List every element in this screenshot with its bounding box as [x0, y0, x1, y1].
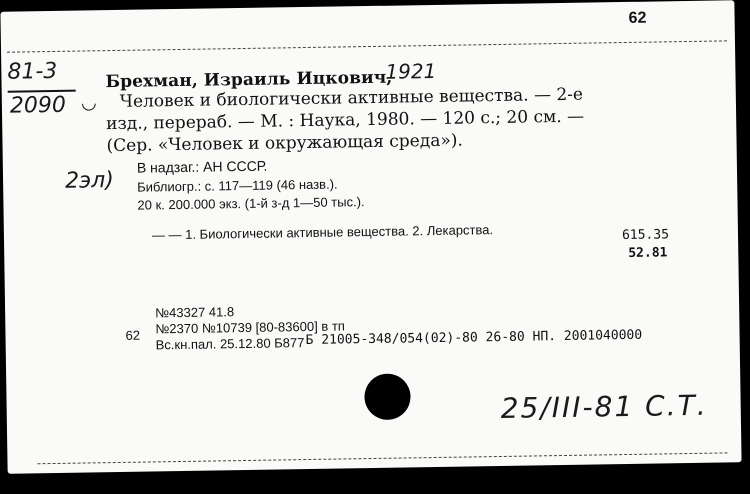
- call-mark-bottom: 2090: [9, 92, 67, 119]
- subject-headings: — — 1. Биологически активные вещества. 2. Лекарства.: [151, 222, 494, 243]
- side-handwritten-mark: 2эл): [64, 168, 114, 194]
- handwritten-date: 25/III-81 С.Т.: [500, 388, 708, 425]
- author-year-handwritten: 1921: [385, 58, 437, 84]
- note-line: 20 к. 200.000 экз. (1-й з-д 1—50 тыс.).: [137, 194, 365, 213]
- card-number: 62: [628, 9, 647, 27]
- handwritten-tick: ◡: [81, 92, 96, 114]
- accession-prefix: 62: [125, 327, 141, 343]
- title-line-3: (Сер. «Человек и окружающая среда»).: [106, 130, 463, 157]
- author-heading: Брехман, Израиль Ицкович,: [105, 67, 393, 93]
- note-line: В надзаг.: АН СССР.: [136, 157, 268, 176]
- accession-line-4: Б 21005-348/054(02)-80 26-80 НП. 2001040000: [305, 327, 643, 349]
- card-top-rule: [7, 40, 727, 52]
- note-line: Библиогр.: с. 117—119 (46 назв.).: [137, 176, 338, 195]
- title-line-1: Человек и биологически активные вещества. — 2-е: [119, 84, 584, 112]
- accession-line-1: №43327 41.8: [155, 304, 235, 321]
- call-mark-top: 81-3: [7, 58, 58, 85]
- card-bottom-rule: [38, 452, 728, 464]
- classification-code: 52.81: [628, 245, 668, 261]
- accession-line-2: №2370 №10739 [80-83600] в тп: [155, 318, 345, 337]
- accession-line-3: Вс.кн.пал. 25.12.80 Б877: [155, 335, 305, 353]
- classification-code: 615.35: [621, 227, 670, 244]
- card-punch-hole: [364, 373, 411, 420]
- title-line-2: изд., перераб. — М. : Наука, 1980. — 120 с.; 20 см. —: [106, 106, 585, 135]
